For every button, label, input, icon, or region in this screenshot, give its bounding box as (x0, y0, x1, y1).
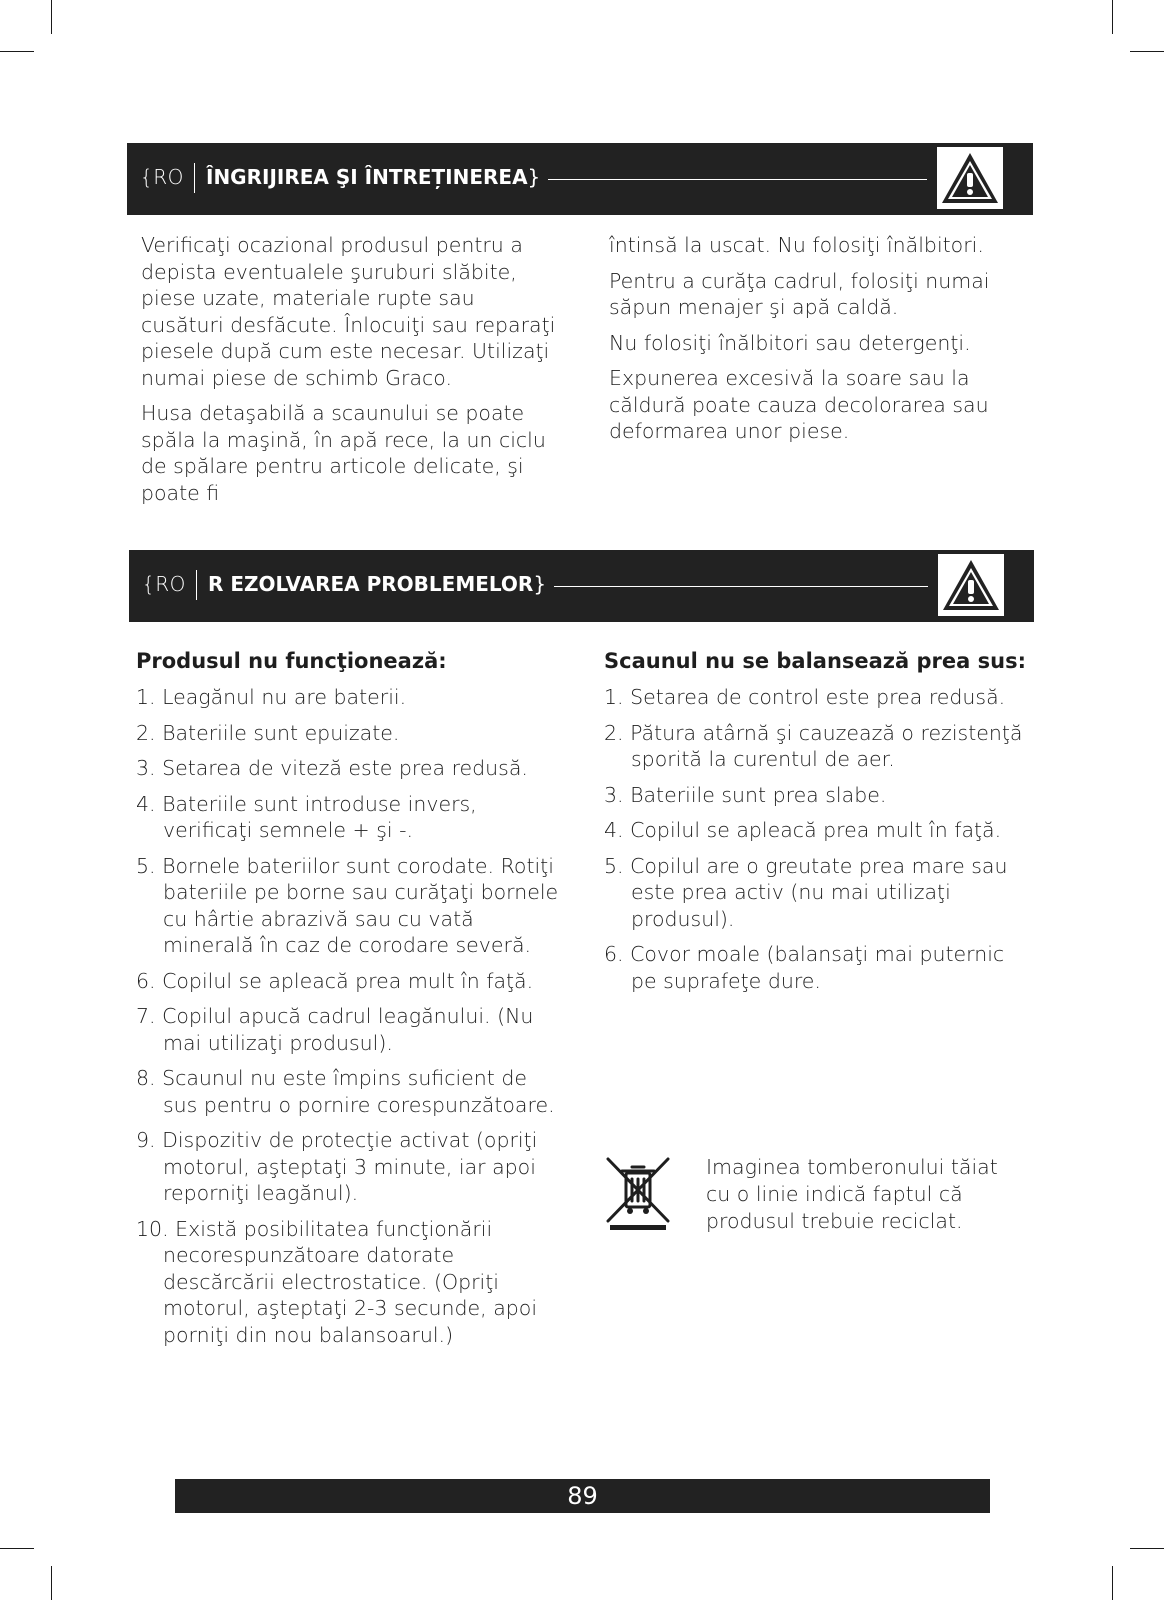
crop-mark (0, 1548, 34, 1549)
header-rule (548, 179, 927, 180)
list-item: 10. Există posibilitatea funcţionării necorespunzătoare datorate descărcării electrostatice. (Opriţi motorul, aşteptaţi 2-3 secunde, apoi porniţi din nou balansoarul.) (136, 1216, 538, 1347)
paragraph: Husa detaşabilă a scaunului se poate spăla la maşină, în apă rece, la un ciclu de spălare pentru articole delicate, şi poate fi (141, 401, 546, 505)
recycling-notice: Imaginea tomberonului tăiat cu o linie indică faptul că produsul trebuie reciclat. (706, 1155, 998, 1233)
list-item: 3. Bateriile sunt prea slabe. (604, 782, 887, 807)
crop-mark (1130, 51, 1164, 52)
list-item: 6. Copilul se apleacă prea mult în faţă. (136, 968, 534, 993)
section-title: R EZOLVAREA PROBLEMELOR} (208, 572, 547, 596)
page-number: 89 (175, 1479, 990, 1513)
list-item: 5. Bornele bateriilor sunt corodate. Rotiţi bateriile pe borne sau curăţaţi bornele cu hârtie abrazivă sau cu vată minerală în caz de corodare severă. (136, 853, 559, 957)
warning-triangle-icon (938, 554, 1004, 616)
list-item: 4. Bateriile sunt introduse invers, verificaţi semnele + şi -. (136, 791, 477, 842)
list-item: 1. Setarea de control este prea redusă. (604, 685, 1006, 709)
list-item: 2. Pătura atârnă şi cauzează o rezistenţă sporită la curentul de aer. (604, 720, 1023, 771)
column-heading: Produsul nu funcţionează: (136, 649, 447, 673)
crop-mark (51, 1566, 52, 1600)
header-divider (196, 570, 197, 600)
crop-mark (1112, 1566, 1113, 1600)
header-rule (554, 586, 928, 587)
care-left-column (141, 232, 561, 515)
paragraph: întinsă la uscat. Nu folosiţi înălbitori. (609, 233, 984, 257)
header-divider (194, 163, 195, 193)
troubleshooting-right-column (604, 648, 1034, 1003)
list-item: 4. Copilul se apleacă prea mult în faţă. (604, 818, 1002, 842)
list-item: 3. Setarea de viteză este prea redusă. (136, 756, 528, 780)
list-item: 6. Covor moale (balansaţi mai puternic pe suprafeţe dure. (604, 942, 1005, 993)
list-item: 8. Scaunul nu este împins suficient de sus pentru o pornire corespunzătoare. (136, 1066, 555, 1117)
paragraph: Verificaţi ocazional produsul pentru a depista eventualele şuruburi slăbite, piese uzate, materiale rupte sau cusături desfăcute. Înlocuiţi sau reparaţi piesele după cum este necesar. Utilizaţi numai piese de schimb Graco. (141, 233, 556, 390)
troubleshooting-left-column (136, 648, 561, 1357)
warning-triangle-icon (937, 147, 1003, 209)
section-header-troubleshooting (129, 550, 1034, 622)
list-item: 2. Bateriile sunt epuizate. (136, 720, 400, 745)
list-item: 5. Copilul are o greutate prea mare sau este prea activ (nu mai utilizaţi produsul). (604, 853, 1008, 931)
crop-mark (51, 0, 52, 34)
care-right-column (609, 232, 1039, 454)
problem-list (136, 684, 561, 1348)
section-title: ÎNGRIJIREA ŞI ÎNTREȚINEREA} (206, 165, 541, 189)
section-header-care (127, 143, 1033, 215)
crop-mark (0, 51, 34, 52)
language-code: {RO (140, 165, 184, 189)
crop-mark (1130, 1548, 1164, 1549)
list-item: 9. Dispozitiv de protecţie activat (opriţi motorul, aşteptaţi 3 minute, iar apoi reporniţi leagănul). (136, 1128, 538, 1205)
crossed-out-bin-icon (604, 1155, 672, 1231)
problem-list (604, 684, 1034, 994)
paragraph: Expunerea excesivă la soare sau la căldură poate cauza decolorarea sau deformarea unor piese. (609, 366, 989, 443)
list-item: 1. Leagănul nu are baterii. (136, 685, 407, 709)
crop-mark (1112, 0, 1113, 34)
language-code: {RO (142, 572, 186, 596)
paragraph: Nu folosiţi înălbitori sau detergenţi. (609, 330, 971, 355)
list-item: 7. Copilul apucă cadrul leagănului. (Nu mai utilizaţi produsul). (136, 1004, 534, 1055)
column-heading: Scaunul nu se balansează prea sus: (604, 649, 1026, 673)
paragraph: Pentru a curăţa cadrul, folosiţi numai săpun menajer şi apă caldă. (609, 268, 990, 319)
